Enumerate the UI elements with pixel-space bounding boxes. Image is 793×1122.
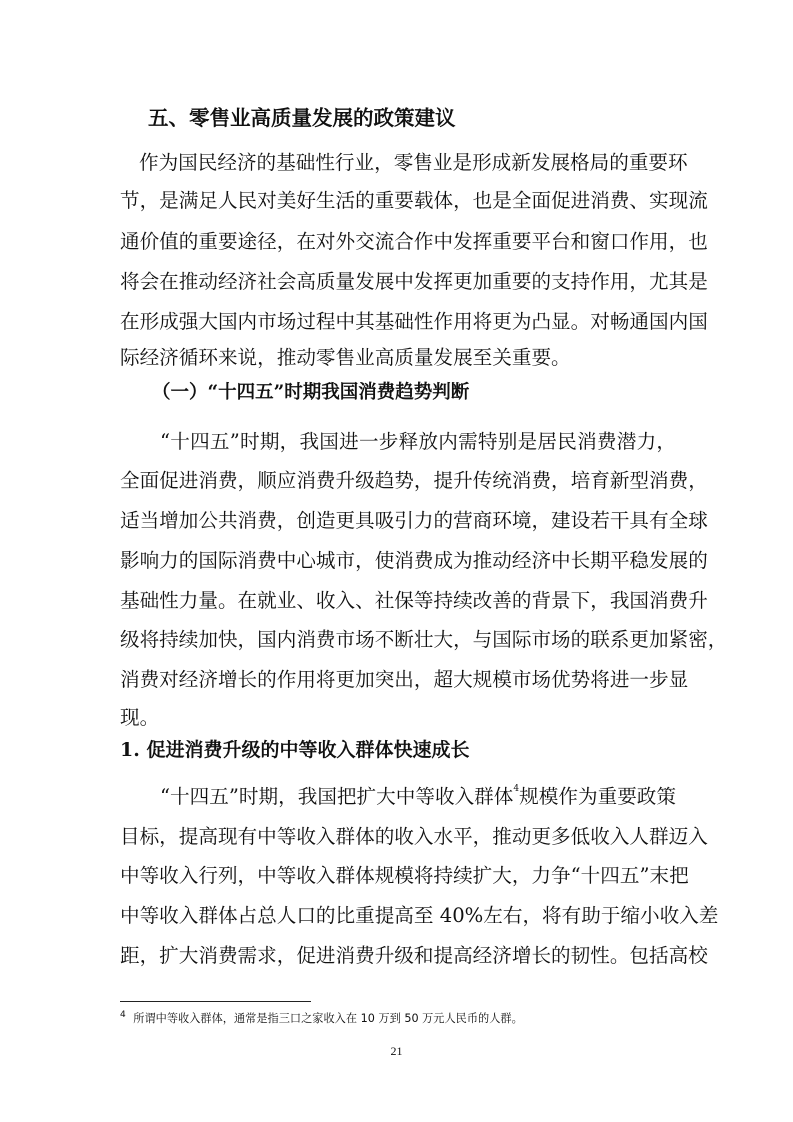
- trend-line-5: 基础性力量。在就业、收入、社保等持续改善的背景下，我国消费升: [120, 589, 708, 612]
- intro-line-6: 际经济循环来说，推动零售业高质量发展至关重要。: [120, 346, 571, 369]
- intro-line-1: 作为国民经济的基础性行业，零售业是形成新发展格局的重要环: [139, 151, 688, 174]
- point-line-1-before: “十四五”时期，我国把扩大中等收入群体: [160, 785, 514, 808]
- trend-line-3: 适当增加公共消费，创造更具吸引力的营商环境，建设若干具有全球: [120, 509, 708, 532]
- point-line-3: 中等收入行列，中等收入群体规模将持续扩大，力争“十四五”末把: [120, 864, 689, 887]
- footnote-reference[interactable]: 4: [513, 784, 520, 794]
- intro-line-5: 在形成强大国内市场过程中其基础性作用将更为凸显。对畅通国内国: [120, 310, 708, 333]
- trend-line-2: 全面促进消费，顺应消费升级趋势，提升传统消费，培育新型消费，: [120, 469, 708, 492]
- point-line-4: 中等收入群体占总人口的比重提高至 40%左右，将有助于缩小收入差: [120, 904, 719, 927]
- trend-line-1: “十四五”时期，我国进一步释放内需特别是居民消费潜力，: [160, 430, 676, 453]
- trend-line-6: 级将持续加快，国内消费市场不断壮大，与国际市场的联系更加紧密，: [120, 628, 728, 651]
- intro-line-3: 通价值的重要途径，在对外交流合作中发挥重要平台和窗口作用，也: [120, 230, 708, 253]
- footnote-divider: [120, 1001, 311, 1002]
- point-heading: 1. 促进消费升级的中等收入群体快速成长: [120, 739, 470, 761]
- page-number: 21: [390, 1044, 403, 1058]
- section-heading: 五、零售业高质量发展的政策建议: [148, 106, 456, 130]
- point-line-1: [160, 784, 677, 808]
- point-line-2: 目标，提高现有中等收入群体的收入水平，推动更多低收入人群迈入: [120, 825, 708, 848]
- trend-line-8: 现。: [120, 706, 160, 729]
- point-line-1-after: 规模作为重要政策: [519, 785, 677, 808]
- trend-line-7: 消费对经济增长的作用将更加突出，超大规模市场优势将进一步显: [120, 668, 689, 691]
- point-line-5: 距，扩大消费需求，促进消费升级和提高经济增长的韧性。包括高校: [120, 944, 708, 967]
- footnote-mark: 4: [120, 1010, 126, 1020]
- trend-line-4: 影响力的国际消费中心城市，使消费成为推动经济中长期平稳发展的: [120, 549, 708, 572]
- intro-line-2: 节，是满足人民对美好生活的重要载体，也是全面促进消费、实现流: [120, 189, 708, 212]
- footnote-text: 所谓中等收入群体，通常是指三口之家收入在 10 万到 50 万元人民币的人群。: [133, 1012, 523, 1025]
- footnote: [120, 1010, 523, 1025]
- intro-line-4: 将会在推动经济社会高质量发展中发挥更加重要的支持作用，尤其是: [120, 270, 708, 293]
- subsection-heading: （一）“十四五”时期我国消费趋势判断: [152, 382, 470, 403]
